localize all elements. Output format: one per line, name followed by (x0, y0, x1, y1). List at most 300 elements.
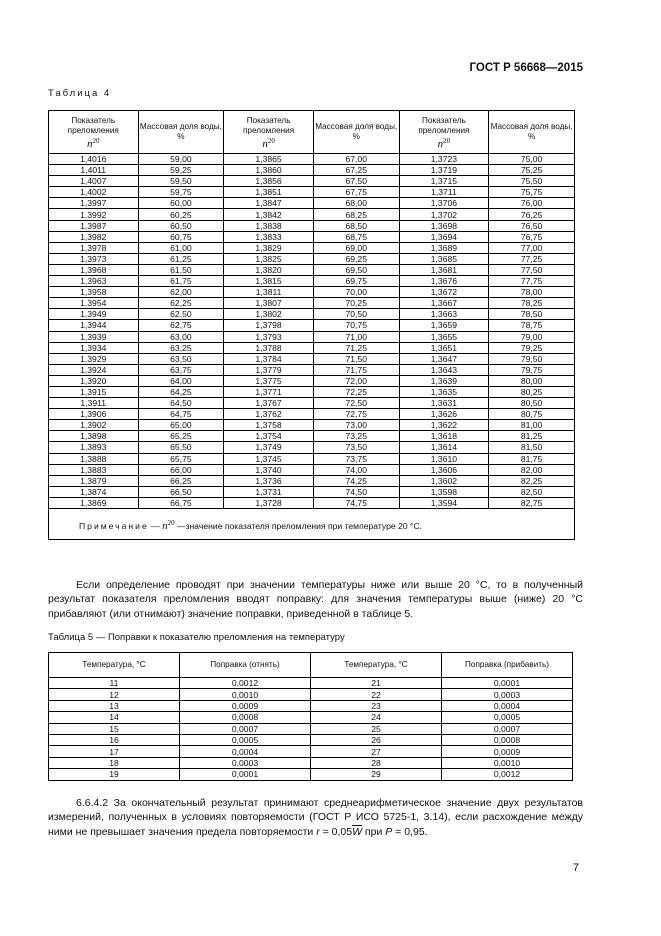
table5-body (49, 678, 573, 781)
refractive-index-cell: 1,3898 (49, 431, 139, 442)
refractive-index-cell: 1,3883 (49, 464, 139, 475)
paragraph-correction: Если определение проводят при значении температуры ниже или выше 20 °С, то в полученный результат показателя преломления вводят поправку: для значения температуры выше (ниже) 20 °С прибавляют (или отнимают) значение поправки, приведенной в таблице 5. (48, 579, 583, 620)
refractive-index-cell: 1,3879 (49, 475, 139, 486)
refractive-index-cell: 1,3934 (49, 342, 139, 353)
refractive-index-cell: 1,3606 (399, 464, 489, 475)
refractive-index-cell: 1,3676 (399, 276, 489, 287)
refractive-index-cell: 1,3968 (49, 264, 139, 275)
water-mass-fraction-cell: 77,25 (489, 253, 575, 264)
temperature-cell: 26 (311, 734, 442, 745)
temperature-cell: 13 (49, 700, 180, 711)
temperature-cell: 28 (311, 757, 442, 768)
temperature-cell: 12 (49, 689, 180, 700)
refractive-index-cell: 1,3667 (399, 298, 489, 309)
water-mass-fraction-cell: 76,00 (489, 198, 575, 209)
correction-header: Поправка (отнять) (180, 653, 311, 678)
table-row (49, 187, 575, 198)
water-mass-fraction-header: Массовая доля воды, % (489, 111, 575, 154)
water-mass-fraction-cell: 67,50 (313, 176, 399, 187)
refractive-index-cell: 1,3915 (49, 386, 139, 397)
water-mass-fraction-cell: 81,25 (489, 431, 575, 442)
r-symbol: r (316, 825, 320, 838)
water-mass-fraction-cell: 77,75 (489, 276, 575, 287)
water-mass-fraction-cell: 67,25 (313, 165, 399, 176)
table4-note (49, 509, 575, 540)
refractive-index-cell: 1,3815 (224, 276, 314, 287)
temperature-cell: 27 (311, 746, 442, 757)
water-mass-fraction-cell: 63,25 (138, 342, 224, 353)
refractive-index-cell: 1,3833 (224, 231, 314, 242)
table4-header-row (49, 111, 575, 154)
refractive-index-cell: 1,3963 (49, 276, 139, 287)
table-row (49, 287, 575, 298)
correction-cell: 0,0009 (180, 700, 311, 711)
temperature-cell: 21 (311, 678, 442, 689)
table4-body (49, 154, 575, 509)
refractive-index-cell: 1,3811 (224, 287, 314, 298)
refractive-index-cell: 1,3851 (224, 187, 314, 198)
water-mass-fraction-cell: 67,00 (313, 154, 399, 165)
water-mass-fraction-cell: 62,50 (138, 309, 224, 320)
water-mass-fraction-cell: 64,25 (138, 386, 224, 397)
table-row (49, 431, 575, 442)
water-mass-fraction-cell: 60,50 (138, 220, 224, 231)
water-mass-fraction-cell: 60,00 (138, 198, 224, 209)
refractive-index-cell: 1,3736 (224, 475, 314, 486)
water-mass-fraction-cell: 59,50 (138, 176, 224, 187)
refractive-index-cell: 1,3920 (49, 375, 139, 386)
water-mass-fraction-cell: 74,75 (313, 497, 399, 508)
document-id: ГОСТ Р 56668—2015 (469, 62, 583, 74)
water-mass-fraction-cell: 80,00 (489, 375, 575, 386)
water-mass-fraction-cell: 72,50 (313, 398, 399, 409)
refractive-index-cell: 1,3982 (49, 231, 139, 242)
table-row (49, 497, 575, 508)
refractive-index-cell: 1,3944 (49, 320, 139, 331)
refractive-index-cell: 1,4016 (49, 154, 139, 165)
table-row (49, 734, 573, 745)
water-mass-fraction-cell: 81,75 (489, 453, 575, 464)
correction-cell: 0,0007 (180, 723, 311, 734)
table5-caption: Таблица 5 — Поправки к показателю преломления на температуру (48, 632, 345, 643)
refractive-index-cell: 1,3602 (399, 475, 489, 486)
water-mass-fraction-cell: 66,50 (138, 486, 224, 497)
water-mass-fraction-cell: 60,75 (138, 231, 224, 242)
temperature-cell: 24 (311, 712, 442, 723)
temperature-cell: 23 (311, 700, 442, 711)
table-row (49, 176, 575, 187)
table-row (49, 409, 575, 420)
correction-cell: 0,0004 (442, 700, 573, 711)
paragraph-6-6-4-2: 6.6.4.2 За окончательный результат принимают среднеарифметическое значение двух результатов измерений, полученных в условиях повторяемости (ГОСТ Р ИСО 5725-1, 3.14), если расхождение между ними не превышает значения предела повторяемости $r = 0,05\overline{W}$ при P = 0,95. (48, 797, 583, 838)
water-mass-fraction-cell: 68,25 (313, 209, 399, 220)
temperature-cell: 17 (49, 746, 180, 757)
refractive-index-cell: 1,3924 (49, 364, 139, 375)
water-mass-fraction-cell: 59,00 (138, 154, 224, 165)
water-mass-fraction-cell: 71,00 (313, 331, 399, 342)
table4-note-row (49, 509, 575, 540)
water-mass-fraction-cell: 64,75 (138, 409, 224, 420)
refractive-index-cell: 1,3719 (399, 165, 489, 176)
water-mass-fraction-cell: 65,25 (138, 431, 224, 442)
water-mass-fraction-cell: 69,75 (313, 276, 399, 287)
water-mass-fraction-cell: 75,50 (489, 176, 575, 187)
p-symbol: P (385, 825, 393, 838)
refractive-index-cell: 1,3689 (399, 242, 489, 253)
table-row (49, 700, 573, 711)
correction-cell: 0,0009 (442, 746, 573, 757)
table-row (49, 723, 573, 734)
table4 (48, 110, 575, 540)
water-mass-fraction-header: Массовая доля воды, % (138, 111, 224, 154)
table-row (49, 364, 575, 375)
refractive-index-cell: 1,3939 (49, 331, 139, 342)
refractive-index-cell: 1,3728 (224, 497, 314, 508)
refractive-index-cell: 1,3902 (49, 420, 139, 431)
refractive-index-cell: 1,3888 (49, 453, 139, 464)
water-mass-fraction-cell: 76,50 (489, 220, 575, 231)
refractive-index-cell: 1,3865 (224, 154, 314, 165)
table-row (49, 331, 575, 342)
refractive-index-cell: 1,3749 (224, 442, 314, 453)
water-mass-fraction-cell: 74,50 (313, 486, 399, 497)
water-mass-fraction-cell: 73,25 (313, 431, 399, 442)
water-mass-fraction-cell: 62,00 (138, 287, 224, 298)
water-mass-fraction-cell: 75,25 (489, 165, 575, 176)
water-mass-fraction-cell: 68,75 (313, 231, 399, 242)
refractive-index-cell: 1,3929 (49, 353, 139, 364)
water-mass-fraction-cell: 77,00 (489, 242, 575, 253)
refractive-index-cell: 1,3647 (399, 353, 489, 364)
refractive-index-header: Показатель преломления $n^{20}$ (399, 111, 489, 154)
refractive-index-cell: 1,3631 (399, 398, 489, 409)
water-mass-fraction-cell: 78,75 (489, 320, 575, 331)
refractive-index-cell: 1,3987 (49, 220, 139, 231)
water-mass-fraction-cell: 71,75 (313, 364, 399, 375)
water-mass-fraction-cell: 72,25 (313, 386, 399, 397)
water-mass-fraction-cell: 59,25 (138, 165, 224, 176)
correction-cell: 0,0012 (180, 678, 311, 689)
correction-cell: 0,0010 (180, 689, 311, 700)
water-mass-fraction-cell: 73,50 (313, 442, 399, 453)
refractive-index-cell: 1,3820 (224, 264, 314, 275)
correction-cell: 0,0012 (442, 769, 573, 780)
refractive-index-cell: 1,3802 (224, 309, 314, 320)
refractive-index-cell: 1,3610 (399, 453, 489, 464)
table5-header-row (49, 653, 573, 678)
refractive-index-cell: 1,3745 (224, 453, 314, 464)
water-mass-fraction-cell: 82,25 (489, 475, 575, 486)
correction-cell: 0,0001 (180, 769, 311, 780)
refractive-index-cell: 1,3771 (224, 386, 314, 397)
water-mass-fraction-cell: 79,75 (489, 364, 575, 375)
note-symbol: $n^{20}$ (162, 518, 175, 532)
refractive-index-cell: 1,3672 (399, 287, 489, 298)
refractive-index-header: Показатель преломления $n^{20}$ (49, 111, 139, 154)
water-mass-fraction-cell: 68,50 (313, 220, 399, 231)
table-row (49, 398, 575, 409)
water-mass-fraction-cell: 80,75 (489, 409, 575, 420)
refractive-index-cell: 1,3754 (224, 431, 314, 442)
water-mass-fraction-cell: 61,50 (138, 264, 224, 275)
water-mass-fraction-cell: 81,50 (489, 442, 575, 453)
refractive-index-cell: 1,3793 (224, 331, 314, 342)
water-mass-fraction-cell: 73,00 (313, 420, 399, 431)
water-mass-fraction-cell: 60,25 (138, 209, 224, 220)
refractive-index-cell: 1,3618 (399, 431, 489, 442)
water-mass-fraction-cell: 70,50 (313, 309, 399, 320)
refractive-index-cell: 1,3711 (399, 187, 489, 198)
table-row (49, 420, 575, 431)
table-row (49, 712, 573, 723)
refractive-index-header: Показатель преломления $n^{20}$ (224, 111, 314, 154)
table-row (49, 209, 575, 220)
water-mass-fraction-cell: 65,75 (138, 453, 224, 464)
water-mass-fraction-cell: 71,50 (313, 353, 399, 364)
water-mass-fraction-cell: 66,00 (138, 464, 224, 475)
table-row (49, 678, 573, 689)
water-mass-fraction-cell: 64,00 (138, 375, 224, 386)
refractive-index-cell: 1,3842 (224, 209, 314, 220)
water-mass-fraction-cell: 66,75 (138, 497, 224, 508)
water-mass-fraction-cell: 72,00 (313, 375, 399, 386)
refractive-index-cell: 1,3758 (224, 420, 314, 431)
note-text: —значение показателя преломления при температуре 20 °С. (177, 520, 423, 531)
water-mass-fraction-cell: 68,00 (313, 198, 399, 209)
refractive-index-cell: 1,3973 (49, 253, 139, 264)
refractive-index-cell: 1,3767 (224, 398, 314, 409)
water-mass-fraction-cell: 63,00 (138, 331, 224, 342)
temperature-cell: 22 (311, 689, 442, 700)
refractive-index-cell: 1,3622 (399, 420, 489, 431)
refractive-index-cell: 1,3906 (49, 409, 139, 420)
table-row (49, 253, 575, 264)
water-mass-fraction-cell: 70,00 (313, 287, 399, 298)
refractive-index-cell: 1,3731 (224, 486, 314, 497)
refractive-index-cell: 1,3807 (224, 298, 314, 309)
refractive-index-cell: 1,3893 (49, 442, 139, 453)
water-mass-fraction-cell: 79,00 (489, 331, 575, 342)
water-mass-fraction-cell: 69,50 (313, 264, 399, 275)
refractive-index-cell: 1,3860 (224, 165, 314, 176)
water-mass-fraction-cell: 74,25 (313, 475, 399, 486)
refractive-index-cell: 1,3798 (224, 320, 314, 331)
water-mass-fraction-cell: 79,50 (489, 353, 575, 364)
correction-cell: 0,0005 (442, 712, 573, 723)
water-mass-fraction-cell: 61,75 (138, 276, 224, 287)
correction-cell: 0,0007 (442, 723, 573, 734)
temperature-cell: 25 (311, 723, 442, 734)
water-mass-fraction-cell: 71,25 (313, 342, 399, 353)
refractive-index-cell: 1,3992 (49, 209, 139, 220)
refractive-index-cell: 1,3788 (224, 342, 314, 353)
table-row (49, 486, 575, 497)
correction-cell: 0,0008 (180, 712, 311, 723)
water-mass-fraction-cell: 81,00 (489, 420, 575, 431)
water-mass-fraction-cell: 78,00 (489, 287, 575, 298)
water-mass-fraction-cell: 82,75 (489, 497, 575, 508)
water-mass-fraction-cell: 76,25 (489, 209, 575, 220)
refractive-index-cell: 1,3655 (399, 331, 489, 342)
refractive-index-cell: 1,3635 (399, 386, 489, 397)
refractive-index-cell: 1,3594 (399, 497, 489, 508)
refractive-index-cell: 1,3784 (224, 353, 314, 364)
table-row (49, 475, 575, 486)
correction-header: Поправка (прибавить) (442, 653, 573, 678)
correction-cell: 0,0005 (180, 734, 311, 745)
refractive-index-cell: 1,3626 (399, 409, 489, 420)
water-mass-fraction-cell: 63,75 (138, 364, 224, 375)
refractive-index-cell: 1,3775 (224, 375, 314, 386)
water-mass-fraction-cell: 75,00 (489, 154, 575, 165)
water-mass-fraction-cell: 65,00 (138, 420, 224, 431)
water-mass-fraction-cell: 76,75 (489, 231, 575, 242)
water-mass-fraction-cell: 64,50 (138, 398, 224, 409)
refractive-index-cell: 1,4011 (49, 165, 139, 176)
water-mass-fraction-header: Массовая доля воды, % (313, 111, 399, 154)
refractive-index-cell: 1,3856 (224, 176, 314, 187)
correction-cell: 0,0008 (442, 734, 573, 745)
water-mass-fraction-cell: 73,75 (313, 453, 399, 464)
refractive-index-cell: 1,3829 (224, 242, 314, 253)
water-mass-fraction-cell: 75,75 (489, 187, 575, 198)
water-mass-fraction-cell: 59,75 (138, 187, 224, 198)
refractive-index-cell: 1,3997 (49, 198, 139, 209)
table-row (49, 298, 575, 309)
table-row (49, 165, 575, 176)
refractive-index-cell: 1,3698 (399, 220, 489, 231)
page-number: 7 (572, 862, 579, 874)
water-mass-fraction-cell: 61,00 (138, 242, 224, 253)
refractive-index-cell: 1,3614 (399, 442, 489, 453)
refractive-index-cell: 1,3762 (224, 409, 314, 420)
refractive-index-cell: 1,3702 (399, 209, 489, 220)
temperature-header: Температура, °С (49, 653, 180, 678)
table-row (49, 464, 575, 475)
table-row (49, 442, 575, 453)
correction-cell: 0,0001 (442, 678, 573, 689)
refractive-index-cell: 1,3869 (49, 497, 139, 508)
refractive-index-cell: 1,3694 (399, 231, 489, 242)
refractive-index-cell: 1,3838 (224, 220, 314, 231)
water-mass-fraction-cell: 82,00 (489, 464, 575, 475)
water-mass-fraction-cell: 78,25 (489, 298, 575, 309)
table-row (49, 242, 575, 253)
refractive-index-cell: 1,4002 (49, 187, 139, 198)
table-row (49, 264, 575, 275)
refractive-index-cell: 1,3978 (49, 242, 139, 253)
temperature-cell: 15 (49, 723, 180, 734)
table-row (49, 276, 575, 287)
table-row (49, 309, 575, 320)
water-mass-fraction-cell: 78,50 (489, 309, 575, 320)
note-dash: — (148, 520, 163, 531)
water-mass-fraction-cell: 80,25 (489, 386, 575, 397)
refractive-index-cell: 1,3706 (399, 198, 489, 209)
water-mass-fraction-cell: 80,50 (489, 398, 575, 409)
water-mass-fraction-cell: 62,25 (138, 298, 224, 309)
table-row (49, 154, 575, 165)
temperature-cell: 14 (49, 712, 180, 723)
refractive-index-cell: 1,3949 (49, 309, 139, 320)
water-mass-fraction-cell: 82,50 (489, 486, 575, 497)
refractive-index-cell: 1,3911 (49, 398, 139, 409)
water-mass-fraction-cell: 70,25 (313, 298, 399, 309)
refractive-index-cell: 1,3598 (399, 486, 489, 497)
table-row (49, 757, 573, 768)
table-row (49, 231, 575, 242)
refractive-index-cell: 1,4007 (49, 176, 139, 187)
refractive-index-cell: 1,3740 (224, 464, 314, 475)
correction-cell: 0,0010 (442, 757, 573, 768)
water-mass-fraction-cell: 61,25 (138, 253, 224, 264)
table4-caption: Таблица 4 (48, 88, 112, 99)
temperature-header: Температура, °С (311, 653, 442, 678)
note-label: Примечание (79, 520, 149, 531)
water-mass-fraction-cell: 65,50 (138, 442, 224, 453)
water-mass-fraction-cell: 77,50 (489, 264, 575, 275)
water-mass-fraction-cell: 79,25 (489, 342, 575, 353)
refractive-index-cell: 1,3715 (399, 176, 489, 187)
table5 (48, 652, 573, 781)
table-row (49, 386, 575, 397)
temperature-cell: 18 (49, 757, 180, 768)
refractive-index-cell: 1,3825 (224, 253, 314, 264)
water-mass-fraction-cell: 62,75 (138, 320, 224, 331)
temperature-cell: 16 (49, 734, 180, 745)
refractive-index-cell: 1,3779 (224, 364, 314, 375)
temperature-cell: 29 (311, 769, 442, 780)
table-row (49, 353, 575, 364)
table-row (49, 689, 573, 700)
water-mass-fraction-cell: 70,75 (313, 320, 399, 331)
temperature-cell: 11 (49, 678, 180, 689)
table-row (49, 769, 573, 780)
table-row (49, 746, 573, 757)
water-mass-fraction-cell: 72,75 (313, 409, 399, 420)
water-mass-fraction-cell: 74,00 (313, 464, 399, 475)
refractive-index-cell: 1,3954 (49, 298, 139, 309)
table-row (49, 220, 575, 231)
correction-cell: 0,0003 (180, 757, 311, 768)
correction-cell: 0,0003 (442, 689, 573, 700)
refractive-index-cell: 1,3659 (399, 320, 489, 331)
refractive-index-cell: 1,3643 (399, 364, 489, 375)
table-row (49, 342, 575, 353)
refractive-index-cell: 1,3874 (49, 486, 139, 497)
table-row (49, 453, 575, 464)
refractive-index-cell: 1,3685 (399, 253, 489, 264)
water-mass-fraction-cell: 69,25 (313, 253, 399, 264)
table-row (49, 198, 575, 209)
refractive-index-cell: 1,3663 (399, 309, 489, 320)
refractive-index-cell: 1,3958 (49, 287, 139, 298)
temperature-cell: 19 (49, 769, 180, 780)
refractive-index-cell: 1,3723 (399, 154, 489, 165)
refractive-index-cell: 1,3847 (224, 198, 314, 209)
refractive-index-cell: 1,3651 (399, 342, 489, 353)
correction-cell: 0,0004 (180, 746, 311, 757)
table-row (49, 375, 575, 386)
water-mass-fraction-cell: 63,50 (138, 353, 224, 364)
water-mass-fraction-cell: 67,75 (313, 187, 399, 198)
w-symbol: $\overline{W}$ (352, 825, 363, 838)
table-row (49, 320, 575, 331)
refractive-index-cell: 1,3681 (399, 264, 489, 275)
refractive-index-cell: 1,3639 (399, 375, 489, 386)
water-mass-fraction-cell: 69,00 (313, 242, 399, 253)
water-mass-fraction-cell: 66,25 (138, 475, 224, 486)
